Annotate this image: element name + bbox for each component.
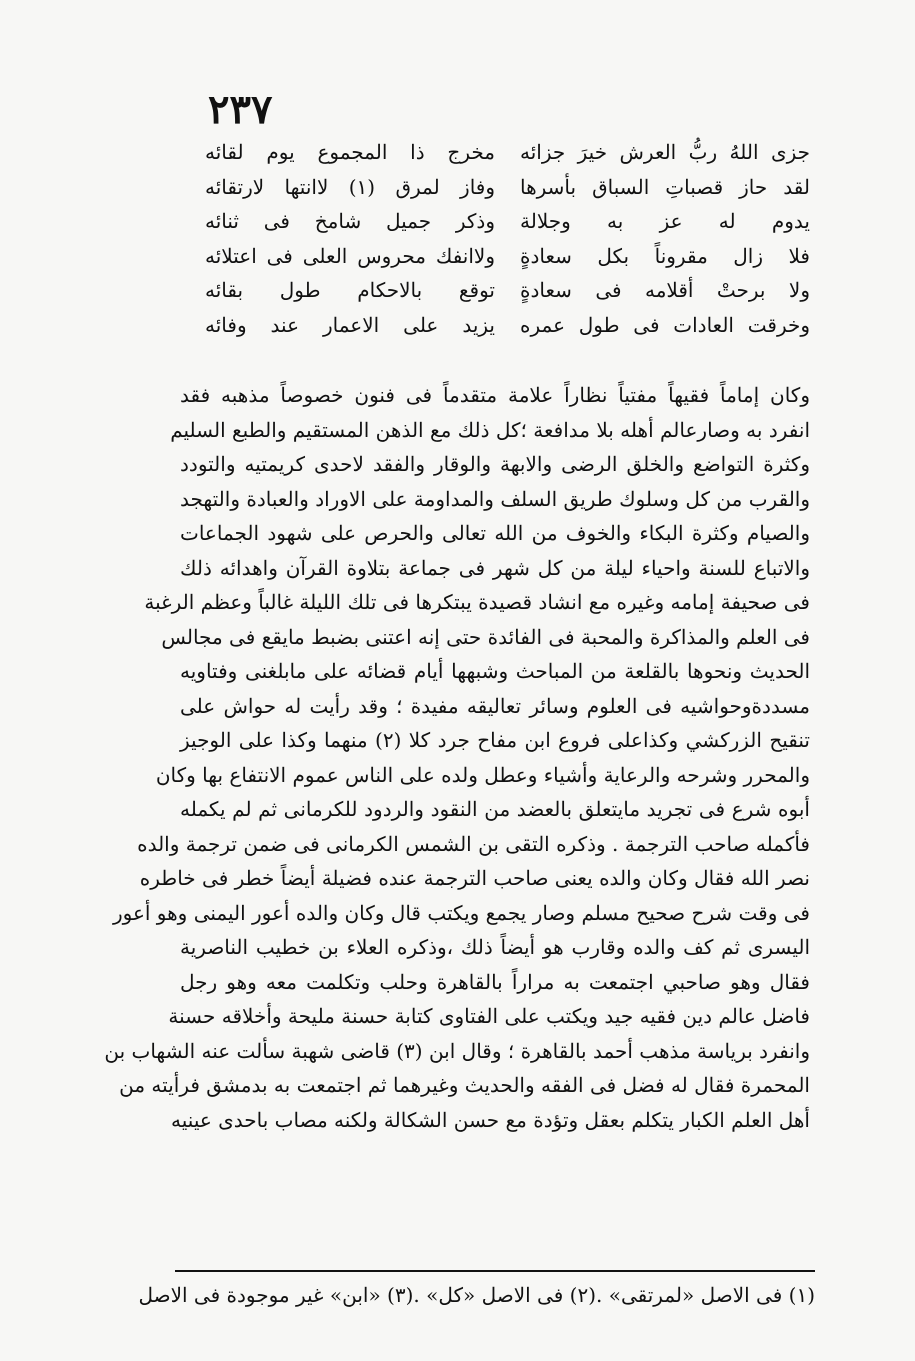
verse-second-hemistich: وفاز لمرق (١) لاانتها لارتقائه [205,174,496,199]
footnote-divider [175,1270,815,1272]
prose-line: مسددةوحواشيه فى العلوم وسائر تعاليقه مفيدة ؛ وقد رأيت له حواش على [180,693,810,718]
prose-line: والقرب من كل وسلوك طريق السلف والمداومة على الاوراد والعبادة والتهجد [180,486,810,511]
prose-line: تنقيح الزركشي وكذاعلى فروع ابن مفاح جرد كلا (٢) منهما وكذا على الوجيز [180,728,810,752]
footnote: (١) فى الاصل «لمرتقى» .(٢) فى الاصل «كل» .(٣) «ابن» غير موجودة فى الاصل [138,1283,815,1307]
poem-verse [205,204,810,239]
prose-line: والصيام وكثرة البكاء والخوف من الله تعالى والحرص على شهود الجماعات [180,521,810,545]
prose-line: فى صحيفة إمامه وغيره مع انشاد قصيدة يبتكرها فى تلك الليلة غالباً وعظم الرغبة [144,590,810,614]
prose-line: أهل العلم الكبار يتكلم بعقل وتؤدة مع حسن الشكالة ولكنه مصاب باحدى عينيه [171,1107,810,1132]
prose-line: وانفرد برياسة مذهب أحمد بالقاهرة ؛ وقال ابن (٣) قاضى شهبة سألت عنه الشهاب بن [104,1038,810,1063]
prose-line: المحمرة فقال له فضل فى الفقه والحديث وغيرهما ثم اجتمعت به بدمشق فرأيته من [119,1073,810,1097]
prose-line: فقال وهو صاحبي اجتمعت به مراراً بالقاهرة وحلب وتكلمت معه وهو رجل [180,969,810,994]
verse-second-hemistich: يزيد على الاعمار عند وفائه [205,312,495,337]
prose-line: فى العلم والمذاكرة والمحبة فى الفائدة حتى إنه اعتنى بضبط مايقع فى مجالس [161,624,810,649]
prose-line: والاتباع للسنة واحياء ليلة من كل شهر فى جماعة بتلاوة القرآن واهدائه ذلك [180,555,810,580]
verse-first-hemistich: فلا زال مقروناً بكل سعادةٍ [520,243,810,268]
verse-first-hemistich: يدوم له عز به وجلالة [520,209,810,233]
prose-line: اليسرى ثم كف والده وقارب هو أيضاً ذلك ،وذكره العلاء بن خطيب الناصرية [180,935,810,959]
prose-body [104,378,810,1137]
prose-line: الحديث ونحوها بالقلعة من المباحث وشبهها أيام قضائه على مابلغنى وفتاويه [180,659,810,683]
prose-line: أبوه شرع فى تجريد مايتعلق بالعضد من النقود والردود للكرمانى ثم لم يكمله [180,797,810,821]
poem-verse [205,239,810,274]
verse-second-hemistich: مخرج ذا المجموع يوم لقائه [205,140,495,164]
poem-block [205,135,810,342]
verse-first-hemistich: جزى اللهُ ربُّ العرش خيرَ جزائه [520,140,810,164]
prose-line: فى وقت شرح صحيح مسلم وصار يجمع ويكتب قال وكان والده أعور اليمنى وهو أعور [112,900,810,925]
verse-second-hemistich: ولاانفك محروس العلى فى اعتلائه [205,243,495,268]
prose-line: فأكمله صاحب الترجمة . وذكره التقى بن الشمس الكرمانى فى ضمن ترجمة والده [137,831,810,856]
page-number: ٢٣٧ [208,86,273,133]
verse-first-hemistich: وخرقت العادات فى طول عمره [520,312,810,337]
prose-line: وكثرة التواضع والخلق الرضى والابهة والوقار والفقد لاحدى كريمتيه والتودد [180,452,810,476]
prose-line: والمحرر وشرحه والرعاية وأشياء وعطل ولده على الناس عموم الانتفاع بها وكان [155,762,810,787]
poem-verse [205,170,810,205]
prose-line: انفرد به وصارعالم أهله بلا مدافعة ؛كل ذلك مع الذهن المستقيم والطبع السليم [170,417,810,442]
verse-second-hemistich: توقع بالاحكام طول بقائه [205,278,495,302]
verse-first-hemistich: ولا برحتْ أقلامه فى سعادةٍ [520,278,810,302]
prose-line: وكان إماماً فقيهاً مفتياً نظاراً علامة متقدماً فى فنون خصوصاً مذهبه فقد [180,383,810,407]
verse-first-hemistich: لقد حاز قصباتِ السباق بأسرها [520,174,810,199]
verse-second-hemistich: وذكر جميل شامخ فى ثنائه [205,209,495,233]
poem-verse [205,308,810,343]
prose-line: نصر الله فقال وكان والده يعنى صاحب الترجمة عنده فضيلة أيضاً خطر فى خاطره [139,866,810,890]
prose-line: فاضل عالم دين فقيه جيد ويكتب على الفتاوى كتابة حسنة مليحة وأخلاقه حسنة [168,1004,810,1028]
poem-verse [205,273,810,308]
poem-verse [205,135,810,170]
